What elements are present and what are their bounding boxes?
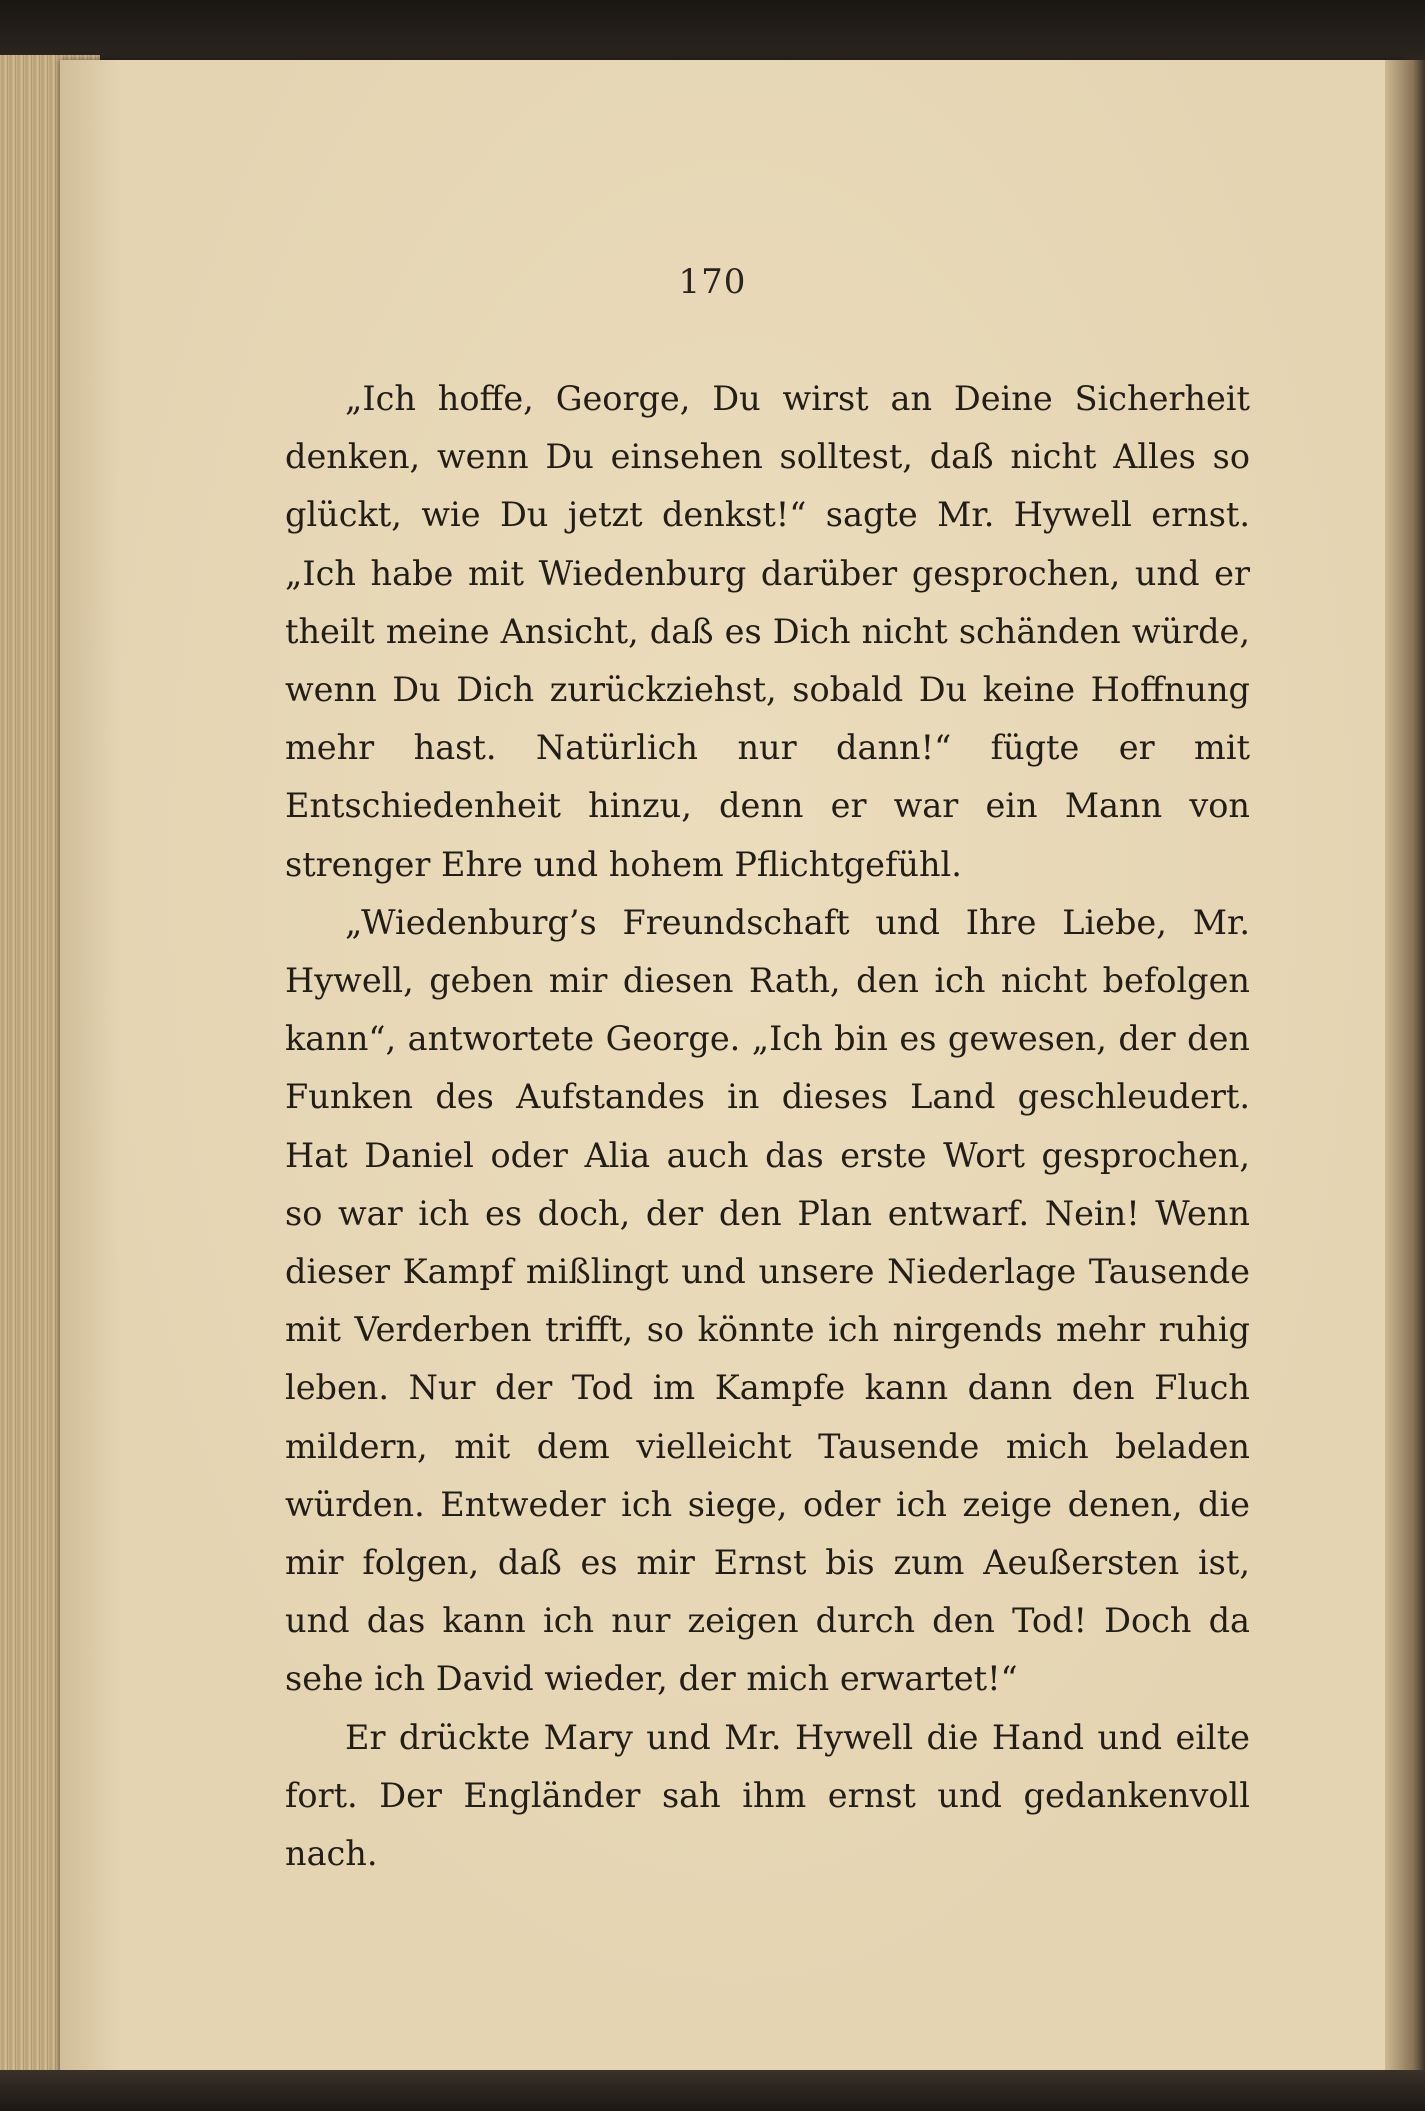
scan-background-bottom: [0, 2070, 1425, 2111]
paragraph-2: „Wiedenburg’s Freundschaft und Ihre Liebe, Mr. Hywell, geben mir diesen Rath, den ich nicht befolgen kann“, antwortete George. „Ich bin es gewesen, der den Funken des Aufstandes in dieses Land geschleudert. Hat Daniel oder Alia auch das erste Wort gesprochen, so war ich es doch, der den Plan entwarf. Nein! Wenn dieser Kampf mißlingt und unsere Niederlage Tausende mit Verderben trifft, so könnte ich nirgends mehr ruhig leben. Nur der Tod im Kampfe kann dann den Fluch mildern, mit dem vielleicht Tausende mich beladen würden. Entweder ich siege, oder ich zeige denen, die mir folgen, daß es mir Ernst bis zum Aeußersten ist, und das kann ich nur zeigen durch den Tod! Doch da sehe ich David wieder, der mich erwartet!“: [285, 902, 1250, 1699]
paragraph-1: „Ich hoffe, George, Du wirst an Deine Sicherheit denken, wenn Du einsehen solltest, daß nicht Alles so glückt, wie Du jetzt denkst!“ sagte Mr. Hywell ernst. „Ich habe mit Wiedenburg darüber gesprochen, und er theilt meine Ansicht, daß es Dich nicht schänden würde, wenn Du Dich zurückziehst, sobald Du keine Hoffnung mehr hast. Natürlich nur dann!“ fügte er mit Entschiedenheit hinzu, denn er war ein Mann von strenger Ehre und hohem Pflichtgefühl.: [285, 379, 1250, 884]
body-text: [285, 370, 1250, 1883]
page-number: 170: [678, 262, 747, 302]
paragraph-3: Er drückte Mary und Mr. Hywell die Hand und eilte fort. Der Engländer sah ihm ernst und gedankenvoll nach.: [285, 1717, 1250, 1874]
book-right-edge: [1385, 60, 1425, 2075]
